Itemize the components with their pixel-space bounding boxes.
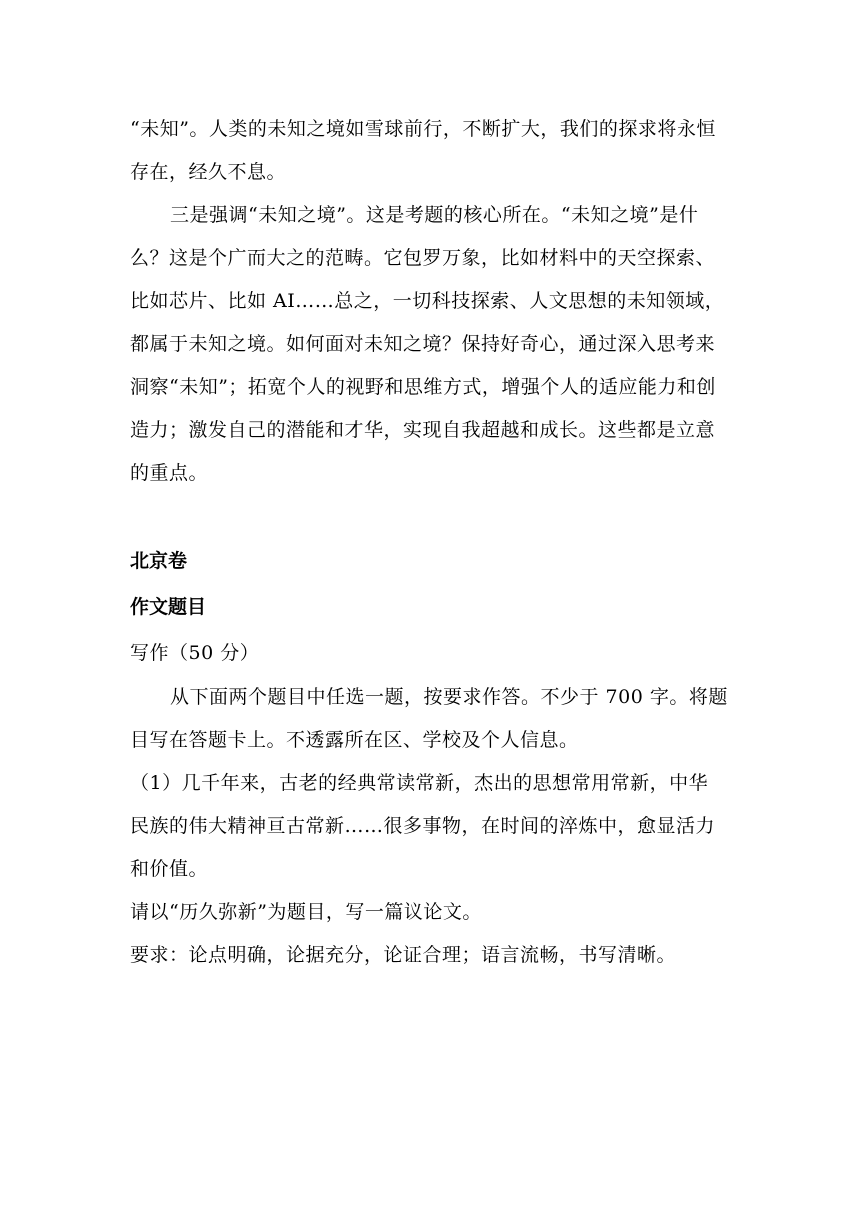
text-line: 比如芯片、比如 AI……总之，一切科技探索、人文思想的未知领域， <box>130 290 725 312</box>
text-line: 民族的伟大精神亘古常新……很多事物，在时间的淬炼中，愈显活力 <box>130 815 716 837</box>
question-one <box>130 762 730 891</box>
text-line: 么？这是个广而大之的范畴。它包罗万象，比如材料中的天空探索、 <box>130 247 716 269</box>
text-line: 都属于未知之境。如何面对未知之境？保持好奇心，通过深入思考来 <box>130 333 716 355</box>
text-line: （1）几千年来，古老的经典常读常新，杰出的思想常用常新，中华 <box>130 772 709 794</box>
writing-label: 写作（50 分） <box>130 642 260 664</box>
text-line: “未知”。人类的未知之境如雪球前行，不断扩大，我们的探求将永恒 <box>130 118 716 140</box>
section-title: 北京卷 <box>130 550 188 572</box>
document-body <box>130 108 730 977</box>
text-line: 三是强调“未知之境”。这是考题的核心所在。“未知之境”是什 <box>170 204 699 226</box>
text-line: 造力；激发自己的潜能和才华，实现自我超越和成长。这些都是立意 <box>130 419 716 441</box>
paragraph-spacer <box>130 495 730 538</box>
essay-requirement: 要求：论点明确，论据充分，论证合理；语言流畅，书写清晰。 <box>130 944 677 966</box>
essay-prompt: 请以“历久弥新”为题目，写一篇议论文。 <box>130 901 482 923</box>
paragraph-unknown-end <box>130 108 730 194</box>
section-subtitle: 作文题目 <box>130 596 207 618</box>
text-line: 和价值。 <box>130 858 209 880</box>
instruction-paragraph <box>130 676 730 762</box>
text-line: 洞察“未知”；拓宽个人的视野和思维方式，增强个人的适应能力和创 <box>130 376 716 398</box>
paragraph-point-three <box>130 194 730 495</box>
text-line: 的重点。 <box>130 462 209 484</box>
text-line: 目写在答题卡上。不透露所在区、学校及个人信息。 <box>130 729 579 751</box>
text-line: 存在，经久不息。 <box>130 161 287 183</box>
text-line: 从下面两个题目中任选一题，按要求作答。不少于 700 字。将题 <box>170 686 728 708</box>
